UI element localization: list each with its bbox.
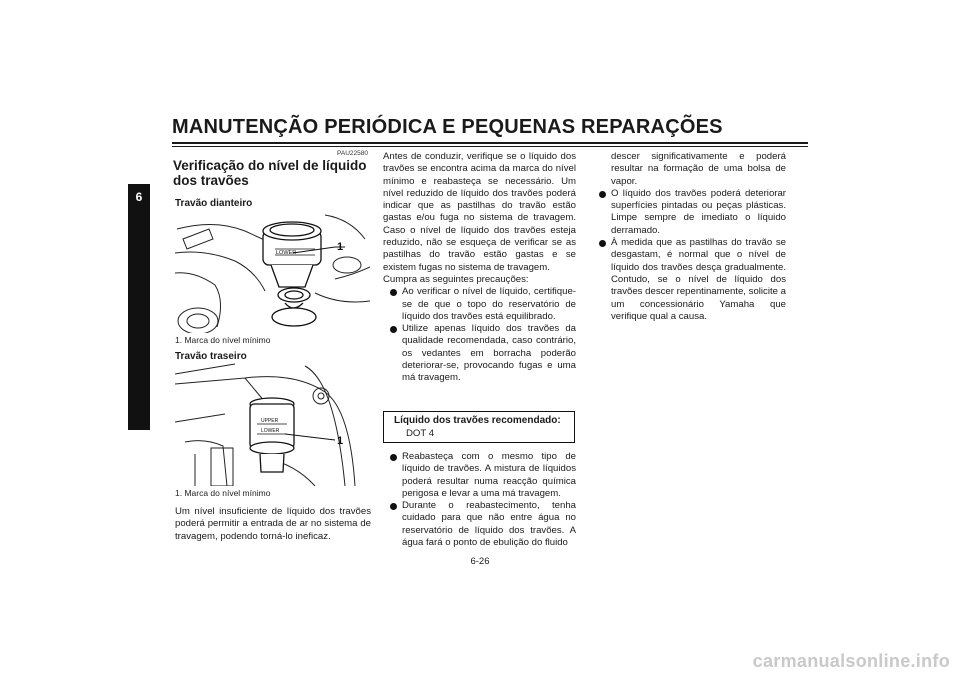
rear-reservoir-lower-label: LOWER [261,428,280,434]
section-code: PAU22580 [337,150,368,157]
front-callout-number: 1 [337,241,344,253]
page-title: MANUTENÇÃO PERIÓDICA E PEQUENAS REPARAÇÕES [172,116,723,138]
list-item [598,237,786,323]
list-item [389,500,576,549]
spec-value: DOT 4 [406,428,435,439]
left-paragraph: Um nível insuficiente de líquido dos travões poderá permitir a entrada de ar no sistema de travagem, podendo torná-lo ineficaz. [175,506,371,542]
bullet-text: Durante o reabastecimento, tenha cuidado para que não entre água no reservatório de líquido dos travões. A água fará o ponto de ebulição do fluido [402,500,576,549]
title-rule-thin [172,146,808,147]
bullet-icon [599,240,606,247]
rear-callout-number: 1 [337,435,344,447]
bullet-icon [390,503,397,510]
bullet-icon [390,289,397,296]
bullet-text: O líquido dos travões poderá deteriorar superfícies pintadas ou peças plásticas. Limpe sempre de imediato o líquido derramado. [611,187,786,236]
front-brake-figure [175,209,370,333]
spec-box [383,411,575,443]
chapter-number: 6 [135,190,143,204]
bullet-text: Ao verificar o nível de líquido, certifique-se de que o topo do reservatório de líquido dos travões está equilibrado. [402,286,576,322]
title-rule [172,142,808,144]
chapter-tab [128,184,150,430]
middle-column-continued [383,451,576,549]
bullet-icon [390,326,397,333]
front-brake-heading: Travão dianteiro [175,198,253,209]
list-item [389,323,576,384]
precautions-lead: Cumpra as seguintes precauções: [383,273,529,285]
section-heading: Verificação do nível de líquido dos travões [173,158,367,188]
continuation-text: descer significativamente e poderá resultar na formação de uma bolsa de vapor. [611,151,786,187]
rear-brake-caption: 1. Marca do nível mínimo [175,488,271,498]
bullet-text: Utilize apenas líquido dos travões da qualidade recomendada, caso contrário, os vedantes em borracha poderão deteriorar-se, provocando fugas e uma má travagem. [402,323,576,384]
spec-label: Líquido dos travões recomendado: [394,415,561,426]
middle-column [383,151,576,385]
intro-paragraph: Antes de conduzir, verifique se o líquido dos travões se encontra acima da marca do nível mínimo e reabasteça se necessário. Um nível reduzido de líquido dos travões poderá indicar que as pastilhas do travão estão gastas e/ou fuga no sistema de travagem. Caso o nível de líquido dos travões esteja reduzido, não se esqueça de verificar se as pastilhas do travão estão gastas e se existem fugas no sistema de travagem. [383,151,576,273]
bullet-text: Reabasteça com o mesmo tipo de líquido de travões. A mistura de líquidos poderá resultar numa reacção química perigosa e levar a uma má travagem. [402,451,576,499]
right-column [598,151,786,323]
watermark: carmanualsonline.info [752,651,950,671]
bullet-icon [599,191,606,198]
list-item [389,286,576,323]
page-number: 6-26 [470,556,490,567]
list-item [598,188,786,237]
front-brake-caption: 1. Marca do nível mínimo [175,335,271,345]
list-item [389,451,576,500]
rear-brake-heading: Travão traseiro [175,351,247,362]
front-reservoir-label: LOWER [276,250,297,256]
bullet-icon [390,454,397,461]
rear-brake-figure [175,362,370,486]
rear-reservoir-upper-label: UPPER [261,418,279,424]
bullet-text: À medida que as pastilhas do travão se desgastam, é normal que o nível de líquido dos travões desça gradualmente. Contudo, se o nível de líquido dos travões descer repentinamente, solicite a um concessionário Yamaha que verifique qual a causa. [611,237,786,322]
